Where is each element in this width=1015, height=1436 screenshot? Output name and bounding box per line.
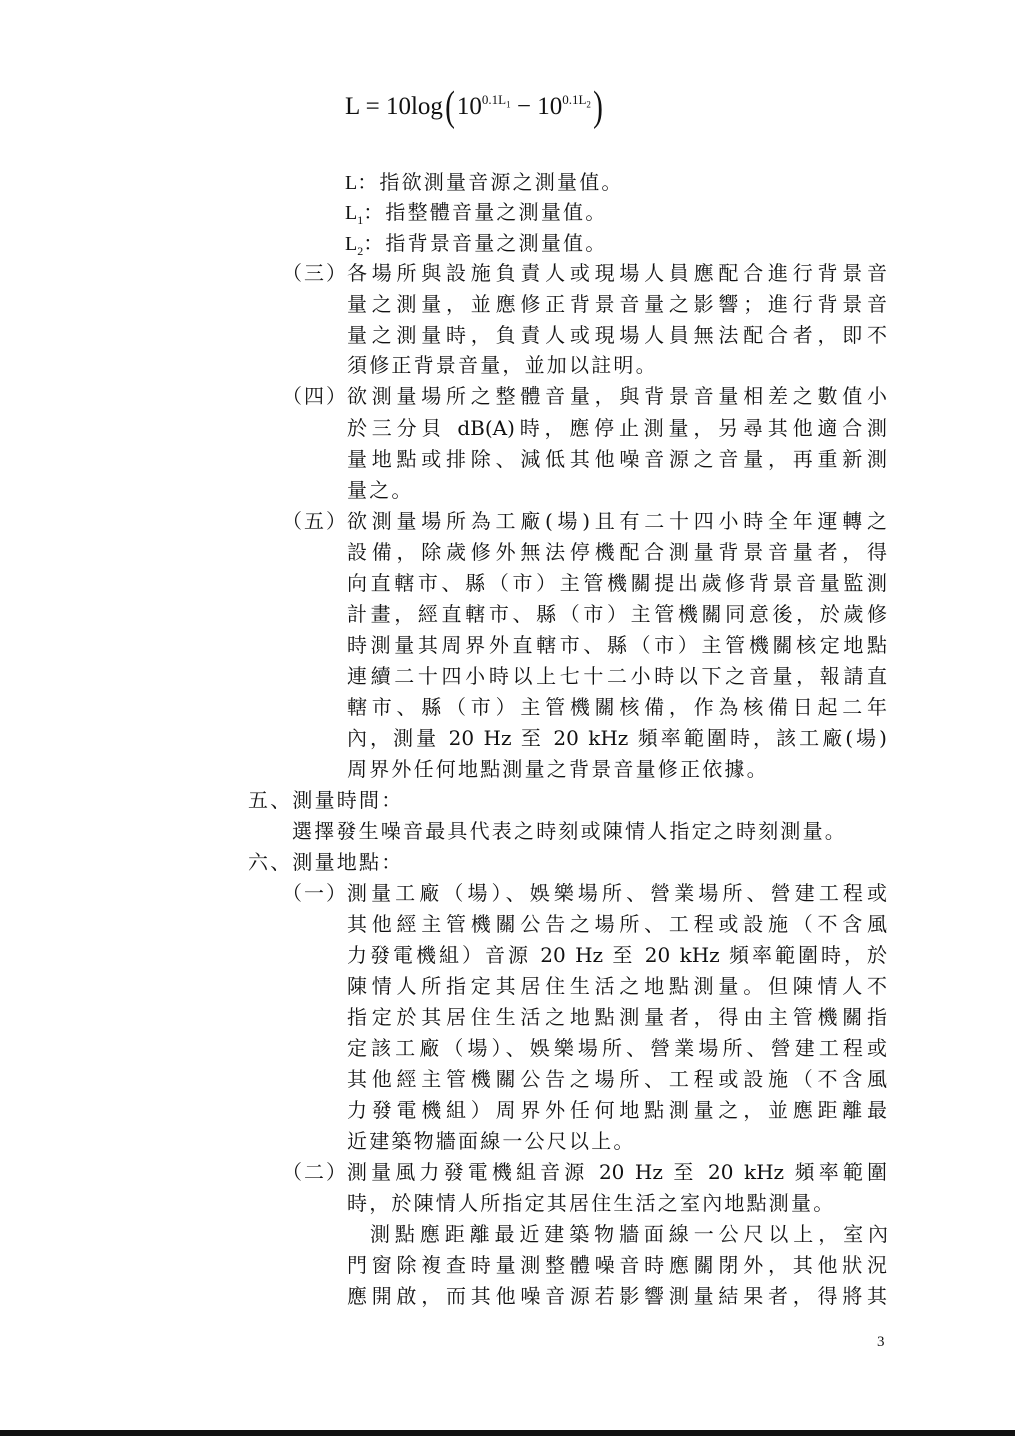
definition-l: L：指欲測量音源之測量值。 [345, 170, 624, 194]
item-5-line: 連續二十四小時以上七十二小時以下之音量，報請直 [347, 664, 887, 688]
definition-l1: $L_1$：指整體音量之測量值。 [345, 200, 608, 227]
item-5-line: 向直轄市、縣（市）主管機關提出歲修背景音量監測 [347, 571, 887, 595]
item-6-1-line: 其他經主管機關公告之場所、工程或設施（不含風 [347, 912, 887, 936]
item-6-2-line: 測量風力發電機組音源 20 Hz 至 20 kHz 頻率範圍 [347, 1160, 887, 1184]
item-6-1-line: 定該工廠（場）、娛樂場所、營業場所、營建工程或 [347, 1036, 887, 1060]
formula-open-paren: ( [444, 84, 455, 130]
item-5-line: 設備，除歲修外無法停機配合測量背景音量者，得 [347, 540, 887, 564]
item-5-line: 周界外任何地點測量之背景音量修正依據。 [347, 757, 769, 781]
item-3-label: （三） [282, 261, 348, 285]
formula-lhs: L = 10log [345, 93, 443, 120]
section-5-heading: 五、測量時間： [248, 788, 404, 812]
item-4-line: 於三分貝 dB(A)時，應停止測量，另尋其他適合測 [347, 416, 887, 440]
definition-l2: $L_2$：指背景音量之測量值。 [345, 231, 608, 258]
formula-base1: 10 [456, 93, 482, 120]
item-6-1-line: 其他經主管機關公告之場所、工程或設施（不含風 [347, 1067, 887, 1091]
page-number: 3 [877, 1334, 885, 1350]
item-3-line: 各場所與設施負責人或現場人員應配合進行背景音 [347, 261, 887, 285]
item-6-2-label: （二） [282, 1160, 348, 1184]
noise-formula [345, 82, 605, 132]
item-5-label: （五） [282, 509, 348, 533]
item-4-line: 量地點或排除、減低其他噪音源之音量，再重新測 [347, 447, 887, 471]
item-6-1-line: 力發電機組）音源 20 Hz 至 20 kHz 頻率範圍時，於 [347, 943, 887, 967]
formula-base2: 10 [537, 93, 563, 120]
item-5-line: 時測量其周界外直轄市、縣（市）主管機關核定地點 [347, 633, 887, 657]
item-4-line: 欲測量場所之整體音量，與背景音量相差之數值小 [347, 384, 887, 408]
item-6-1-line: 近建築物牆面線一公尺以上。 [347, 1129, 636, 1153]
section-5-body: 選擇發生噪音最具代表之時刻或陳情人指定之時刻測量。 [292, 819, 847, 843]
section-6-heading: 六、測量地點： [248, 850, 404, 874]
item-5-line: 轄市、縣（市）主管機關核備，作為核備日起二年 [347, 695, 887, 719]
formula-minus: − [510, 93, 538, 120]
item-6-1-line: 測量工廠（場）、娛樂場所、營業場所、營建工程或 [347, 881, 887, 905]
item-6-2-paragraph-line: 門窗除複查時量測整體噪音時應關閉外，其他狀況 [347, 1253, 887, 1277]
item-5-line: 內，測量 20 Hz 至 20 kHz 頻率範圍時，該工廠(場) [347, 726, 887, 750]
item-6-1-line: 力發電機組）周界外任何地點測量之，並應距離最 [347, 1098, 887, 1122]
item-6-1-line: 指定於其居住生活之地點測量者，得由主管機關指 [347, 1005, 887, 1029]
item-3-line: 量之測量時，負責人或現場人員無法配合者，即不 [347, 323, 887, 347]
item-6-2-paragraph-first: 測點應距離最近建築物牆面線一公尺以上，室內 [370, 1222, 888, 1246]
item-6-1-line: 陳情人所指定其居住生活之地點測量。但陳情人不 [347, 974, 887, 998]
bottom-edge-rule [0, 1430, 1015, 1436]
item-6-2-line: 時，於陳情人所指定其居住生活之室內地點測量。 [347, 1191, 836, 1215]
item-3-line: 量之測量，並應修正背景音量之影響；進行背景音 [347, 292, 887, 316]
formula-exp1: 0.1L1 [481, 92, 511, 110]
item-4-line: 量之。 [347, 478, 414, 502]
item-6-2-paragraph-line: 應開啟，而其他噪音源若影響測量結果者，得將其 [347, 1284, 887, 1308]
item-5-line: 計畫，經直轄市、縣（市）主管機關同意後，於歲修 [347, 602, 887, 626]
item-6-1-label: （一） [282, 881, 348, 905]
item-4-label: （四） [282, 384, 348, 408]
item-5-line: 欲測量場所為工廠(場)且有二十四小時全年運轉之 [347, 509, 887, 533]
item-3-line: 須修正背景音量，並加以註明。 [347, 353, 658, 377]
formula-close-paren: ) [593, 84, 603, 130]
formula-exp2: 0.1L2 [562, 92, 591, 110]
